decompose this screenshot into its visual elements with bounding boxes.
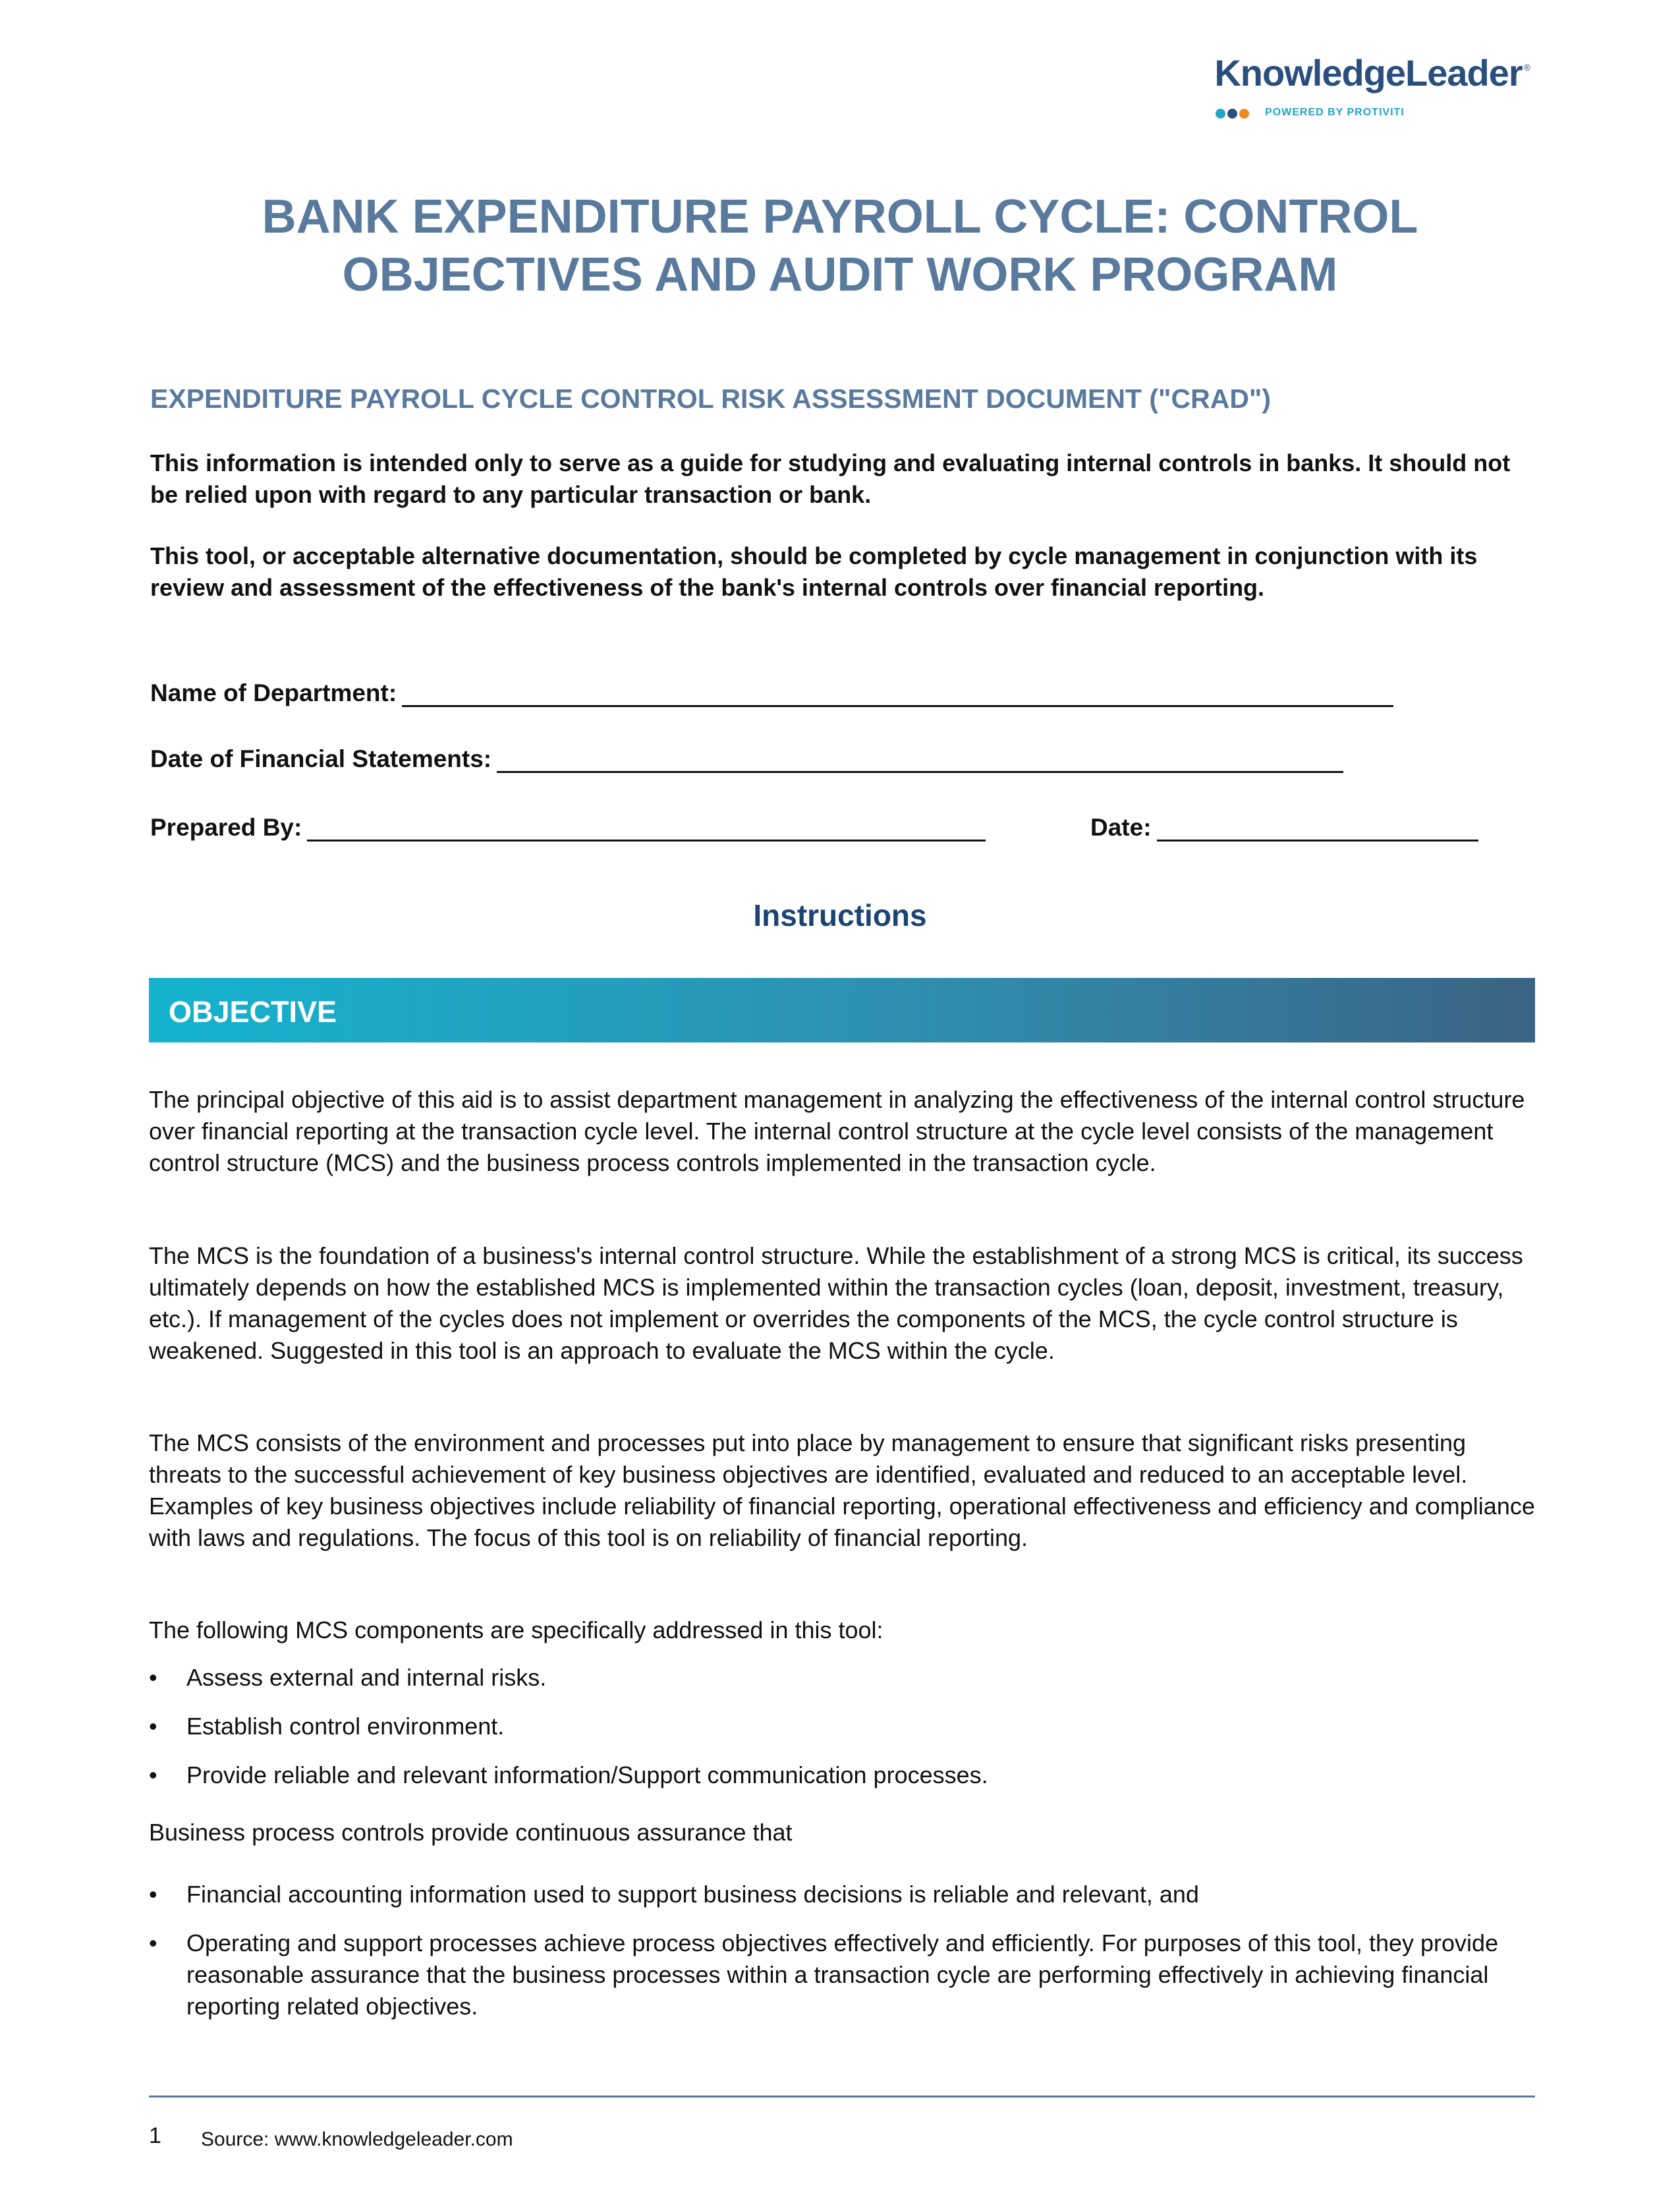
document-subtitle: EXPENDITURE PAYROLL CYCLE CONTROL RISK ASSESSMENT DOCUMENT ("CRAD") — [150, 384, 1272, 414]
list-item-text: Operating and support processes achieve process objectives effectively and efficiently. For purposes of this tool, they provide reasonable assurance that the business processes within a transaction cycle are performing effectively in achieving financial reporting related objectives. — [186, 1929, 1499, 2020]
list-item-text: Assess external and internal risks. — [186, 1664, 547, 1691]
list-item — [149, 1879, 1539, 1910]
bullet-icon: • — [149, 1881, 157, 1908]
prepared-by-label: Prepared By: — [150, 814, 302, 841]
date-field[interactable] — [1090, 813, 1478, 842]
body-paragraph-2: The MCS is the foundation of a business's internal control structure. While the establishment of a strong MCS is critical, its success ultimately depends on how the established MCS is implemented within the transaction cycles (loan, deposit, investment, treasury, etc.). If management of the cycles does not implement or overrides the components of the MCS, the cycle control structure is weakened. Suggested in this tool is an approach to evaluate the MCS within the cycle. — [149, 1242, 1523, 1364]
page-number: 1 — [149, 2123, 161, 2148]
title-line-1: BANK EXPENDITURE PAYROLL CYCLE: CONTROL — [262, 190, 1418, 243]
department-label: Name of Department: — [150, 679, 397, 706]
bullet-icon: • — [149, 1761, 157, 1788]
date-blank[interactable] — [1157, 813, 1478, 842]
logo-wordmark — [1214, 51, 1530, 94]
bullet-icon: • — [149, 1929, 157, 1956]
bp-intro-paragraph: Business process controls provide continuous assurance that — [149, 1819, 793, 1846]
date-label: Date: — [1090, 814, 1152, 841]
title-line-2: OBJECTIVES AND AUDIT WORK PROGRAM — [342, 248, 1338, 301]
objective-banner — [149, 978, 1535, 1042]
bullet-icon: • — [149, 1713, 157, 1740]
logo-dot-2 — [1227, 109, 1237, 119]
fs-date-label: Date of Financial Statements: — [150, 745, 492, 772]
objective-heading: OBJECTIVE — [169, 995, 337, 1029]
body-paragraph-3: The MCS consists of the environment and processes put into place by management to ensure that significant risks presenting threats to the successful achievement of key business objectives are identified, evaluated and reduced to an acceptable level. Examples of key business objectives include reliability of financial reporting, operational effectiveness and efficiency and compliance with laws and regulations. The focus of this tool is on reliability of financial reporting. — [149, 1429, 1535, 1551]
prepared-by-blank[interactable] — [307, 813, 986, 842]
logo-name: KnowledgeLeader — [1214, 52, 1523, 94]
logo-registered-mark: ® — [1523, 62, 1530, 72]
document-title — [148, 188, 1532, 304]
list-item-text: Establish control environment. — [186, 1713, 505, 1740]
intro-paragraph-2: This tool, or acceptable alternative documentation, should be completed by cycle management in conjunction with its review and assessment of the effectiveness of the bank's internal controls over financial reporting. — [150, 542, 1478, 601]
bullet-icon: • — [149, 1664, 157, 1691]
logo-dot-3 — [1239, 109, 1249, 119]
list-item-text: Financial accounting information used to support business decisions is reliable and relevant, and — [186, 1881, 1199, 1908]
list-item — [149, 1711, 1539, 1742]
body-paragraph-4: The following MCS components are specifically addressed in this tool: — [149, 1616, 883, 1643]
fs-date-field[interactable] — [150, 745, 1343, 773]
list-item-text: Provide reliable and relevant information/Support communication processes. — [186, 1761, 988, 1788]
source-link[interactable]: Source: www.knowledgeleader.com — [201, 2128, 513, 2150]
instructions-heading: Instructions — [753, 898, 927, 932]
department-field[interactable] — [150, 679, 1393, 707]
logo-dot-1 — [1216, 109, 1225, 119]
list-item — [149, 1927, 1539, 2022]
body-paragraph-1: The principal objective of this aid is to assist department management in analyzing the effectiveness of the internal control structure over financial reporting at the transaction cycle level. The internal control structure at the cycle level consists of the management control structure (MCS) and the business process controls implemented in the transaction cycle. — [149, 1086, 1525, 1176]
intro-paragraph-1: This information is intended only to serve as a guide for studying and evaluating internal controls in banks. It should not be relied upon with regard to any particular transaction or bank. — [150, 449, 1511, 508]
fs-date-blank[interactable] — [497, 745, 1343, 773]
logo-tagline: POWERED BY PROTIVITI — [1265, 107, 1405, 118]
footer-divider — [149, 2096, 1535, 2097]
list-item — [149, 1662, 1539, 1694]
list-item — [149, 1759, 1539, 1791]
logo-dots-icon — [1216, 109, 1251, 122]
department-blank[interactable] — [402, 679, 1393, 707]
prepared-by-field[interactable] — [150, 813, 986, 842]
